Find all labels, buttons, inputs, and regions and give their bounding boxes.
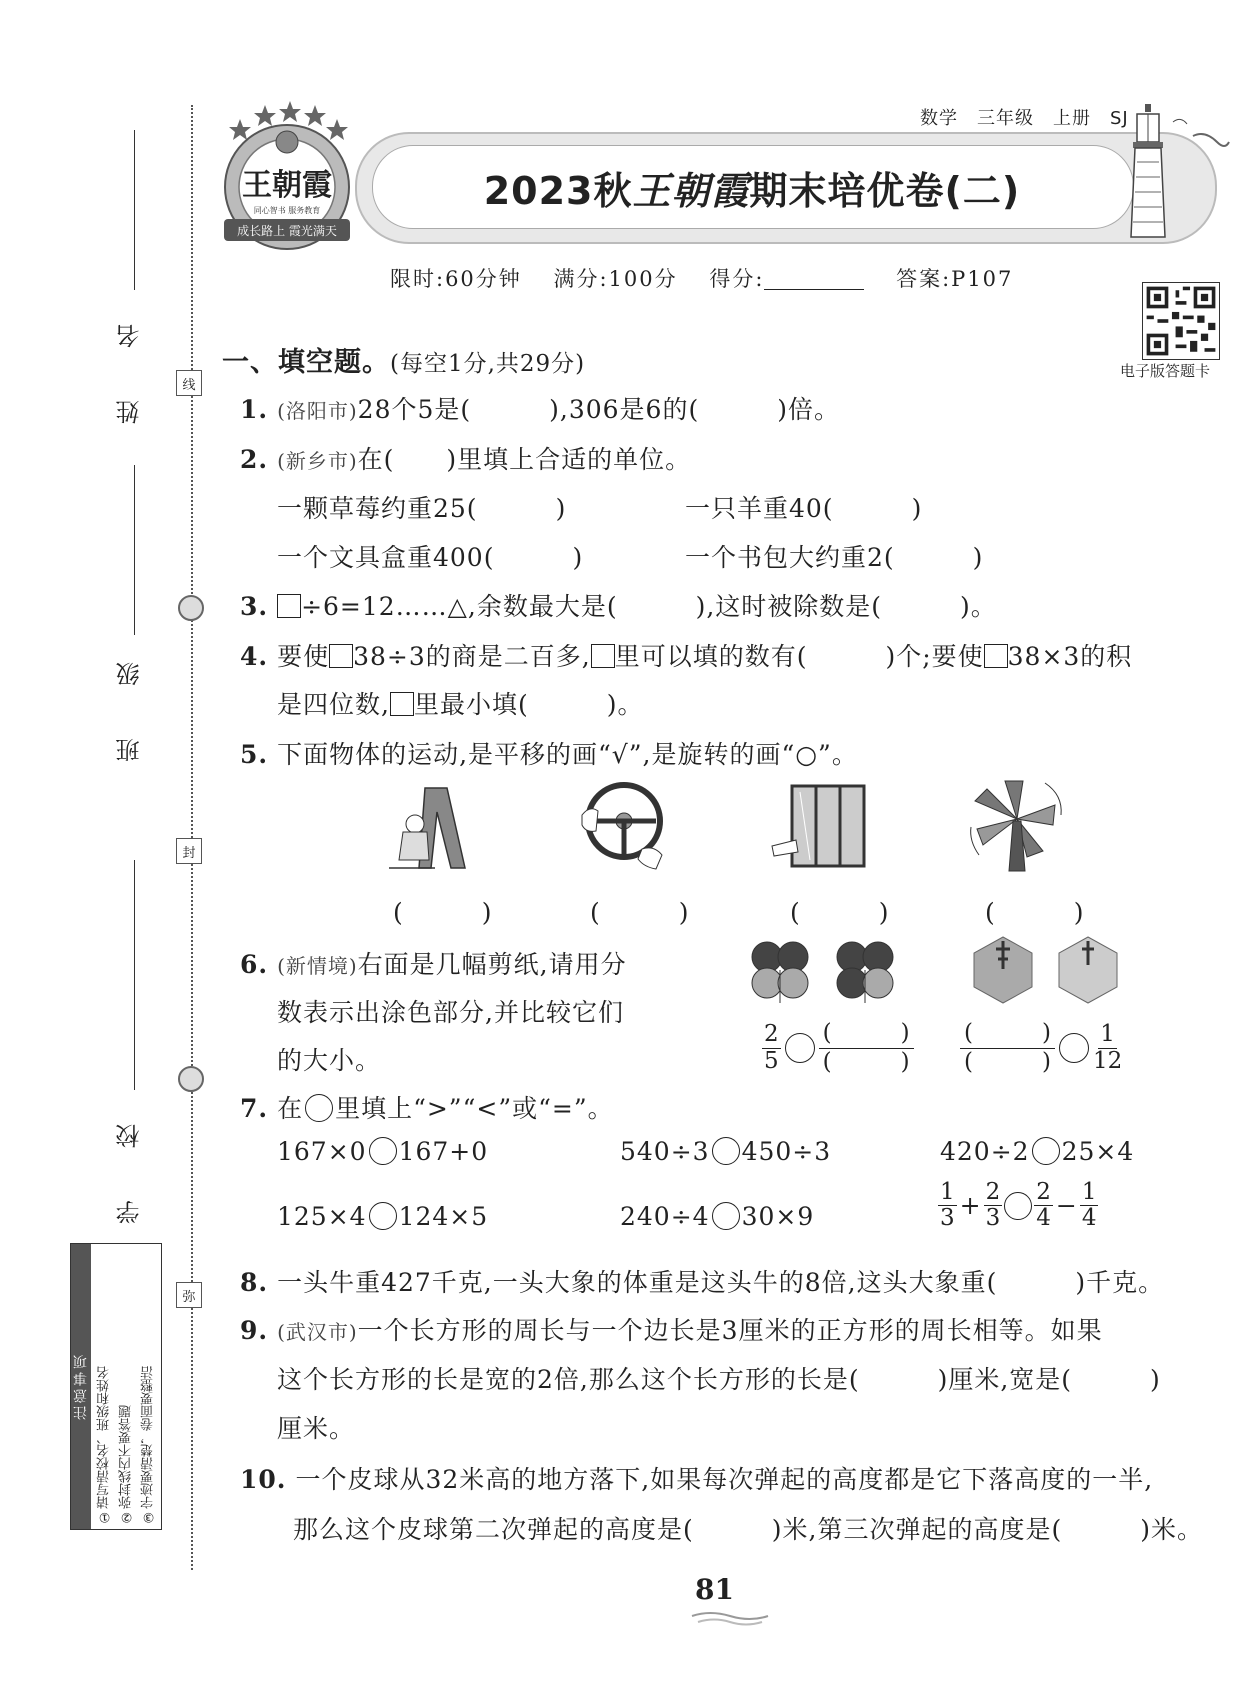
qr-code-icon[interactable] — [1142, 282, 1220, 360]
subject-line: 数学 三年级 上册 SJ — [920, 108, 1129, 129]
section-1-title — [222, 340, 585, 379]
full-score: 满分:100分 — [553, 267, 678, 291]
square-blank-icon — [984, 644, 1008, 668]
q7-6-op1: + — [959, 1191, 981, 1221]
q10-number: 10. — [240, 1465, 287, 1494]
seal-mi-mark: 弥 — [176, 1282, 202, 1308]
logo-portrait-icon — [276, 131, 298, 153]
q10-text-1: 一个皮球从32米高的地方落下,如果每次弹起的高度都是它下落高度的一半, — [295, 1465, 1154, 1494]
compare-circle-blank[interactable] — [1032, 1137, 1060, 1165]
q6-answer2-den[interactable]: ( ) — [964, 1048, 1051, 1075]
q7-item-4 — [277, 1202, 488, 1231]
seal-line-mark: 线 — [176, 370, 202, 396]
notice-head: 注意事项 — [71, 1244, 91, 1529]
q7-4-left: 125×4 — [277, 1202, 367, 1231]
notice-box — [70, 1243, 162, 1530]
question-8 — [240, 1263, 1164, 1299]
q5-blank-1[interactable]: ( ) — [393, 898, 493, 927]
score-field[interactable] — [764, 289, 864, 290]
q9-text-3: 厘米。 — [277, 1414, 356, 1443]
q6-answer-frac-1[interactable] — [819, 1020, 914, 1076]
q6-answer1-den[interactable]: ( ) — [822, 1048, 910, 1075]
q7-6-f2-num: 2 — [985, 1179, 1001, 1205]
q7-3-right: 25×4 — [1061, 1137, 1135, 1166]
q6-frac1-num: 2 — [764, 1021, 779, 1048]
q7-item-5 — [620, 1202, 814, 1231]
compare-circle-blank[interactable] — [369, 1202, 397, 1230]
square-blank-icon — [277, 594, 301, 618]
q4-text-3: 里可以填的数有( )个;要使 — [614, 642, 984, 671]
question-9 — [240, 1311, 1103, 1347]
q7-item-1 — [277, 1137, 488, 1166]
q4-number: 4. — [240, 642, 269, 671]
q1-source: (洛阳市) — [277, 399, 358, 423]
q6-number: 6. — [240, 950, 269, 979]
question-6 — [240, 945, 627, 981]
title-prefix: 2023秋 — [483, 169, 633, 213]
q7-text-b: 里填上“>”“<”或“=”。 — [335, 1094, 614, 1123]
q2-item-a: 一颗草莓约重25( ) — [277, 494, 567, 523]
page-number-wave-icon — [690, 1608, 770, 1626]
q2-number: 2. — [240, 445, 269, 474]
q9-text-2: 这个长方形的长是宽的2倍,那么这个长方形的长是( )厘米,宽是( ) — [277, 1365, 1161, 1394]
q7-6-f3-num: 2 — [1036, 1179, 1051, 1205]
class-label: 班 级 — [116, 648, 144, 762]
q6-answer-frac-2[interactable] — [960, 1020, 1055, 1076]
q5-blank-4[interactable]: ( ) — [985, 898, 1085, 927]
q5-number: 5. — [240, 740, 269, 769]
q7-5-right: 30×9 — [741, 1202, 815, 1231]
school-line[interactable] — [134, 860, 135, 1090]
q6-answer2-num[interactable]: ( ) — [960, 1020, 1055, 1049]
q7-item-3 — [940, 1137, 1134, 1166]
q9-source: (武汉市) — [277, 1320, 358, 1344]
q7-1-right: 167+0 — [398, 1137, 489, 1166]
section-1-score-note: (每空1分,共29分) — [390, 351, 586, 377]
title-suffix: 期末培优卷(二) — [749, 169, 1021, 213]
q7-2-right: 450÷3 — [741, 1137, 832, 1166]
q7-1-left: 167×0 — [277, 1137, 367, 1166]
q6-frac2-num: 1 — [1100, 1021, 1115, 1048]
question-1 — [240, 390, 840, 426]
q4-text-4: 38×3的积 — [1007, 642, 1133, 671]
q4-line-2 — [277, 685, 643, 721]
square-blank-icon — [390, 692, 414, 716]
q4-text-5: 是四位数, — [277, 690, 390, 719]
q7-6-f2-den: 3 — [985, 1205, 1001, 1232]
q4-text-2: 38÷3的商是二百多, — [353, 642, 591, 671]
q6-text-2: 数表示出涂色部分,并比较它们 — [277, 998, 624, 1027]
q4-text-6: 里最小填( )。 — [413, 690, 644, 719]
q7-6-f3-den: 4 — [1036, 1205, 1051, 1232]
papercut-snowflake-2 — [1053, 935, 1123, 1005]
question-7 — [240, 1089, 614, 1125]
score-label: 得分: — [709, 267, 765, 291]
lighthouse-icon — [1125, 102, 1235, 242]
q7-6-op2: − — [1055, 1191, 1077, 1221]
q6-text-3: 的大小。 — [277, 1046, 382, 1075]
question-2 — [240, 440, 691, 476]
q6-compare-1 — [762, 1020, 914, 1076]
compare-circle-blank[interactable] — [1004, 1192, 1032, 1220]
question-4 — [240, 637, 1132, 673]
q2-item-b: 一只羊重40( ) — [685, 494, 923, 523]
q1-text: 28个5是( ),306是6的( )倍。 — [357, 395, 840, 424]
name-line[interactable] — [134, 130, 135, 290]
question-10 — [240, 1460, 1153, 1496]
question-3 — [240, 587, 997, 623]
q7-item-2 — [620, 1137, 831, 1166]
q10-text-2: 那么这个皮球第二次弹起的高度是( )米,第三次弹起的高度是( )米。 — [293, 1515, 1203, 1544]
q8-number: 8. — [240, 1268, 269, 1297]
logo-text: 王朝霞 — [242, 168, 332, 203]
binding-clip-icon — [178, 595, 204, 621]
q7-4-right: 124×5 — [398, 1202, 489, 1231]
papercut-clover-1 — [745, 935, 815, 1005]
q7-text-a: 在 — [277, 1094, 304, 1123]
q6-text-1: 右面是几幅剪纸,请用分 — [357, 950, 627, 979]
notice-item-2: ②弥封线内不要答题 — [119, 1405, 134, 1524]
q9-number: 9. — [240, 1316, 269, 1345]
q7-item-6 — [938, 1180, 1098, 1232]
q6-compare-2 — [960, 1020, 1122, 1076]
sliding-window-picture — [770, 782, 870, 872]
q2-item-d: 一个书包大约重2( ) — [685, 543, 984, 572]
circle-icon — [305, 1094, 333, 1122]
q2-source: (新乡市) — [277, 449, 358, 473]
compare-circle-blank[interactable] — [712, 1202, 740, 1230]
slide-child-picture — [385, 782, 475, 872]
q6-frac1-den: 5 — [764, 1047, 779, 1074]
notice-item-3: ③字迹要清楚，卷面要整洁 — [141, 1366, 156, 1524]
page-title — [372, 160, 1132, 215]
q7-3-left: 420÷2 — [940, 1137, 1030, 1166]
papercut-snowflake-1 — [968, 935, 1038, 1005]
q7-6-f4-num: 1 — [1081, 1179, 1097, 1205]
school-label: 学 校 — [116, 1110, 144, 1224]
q5-blank-3[interactable]: ( ) — [790, 898, 890, 927]
q5-blank-2[interactable]: ( ) — [590, 898, 690, 927]
steering-wheel-picture — [572, 775, 672, 875]
name-label: 姓 名 — [116, 310, 144, 424]
meta-line — [390, 263, 1013, 293]
q2-item-c: 一个文具盒重400( ) — [277, 543, 584, 572]
time-limit: 限时:60分钟 — [390, 267, 522, 291]
q6-source: (新情境) — [277, 954, 358, 978]
q9-text-1: 一个长方形的周长与一个边长是3厘米的正方形的周长相等。如果 — [357, 1316, 1103, 1345]
papercut-clover-2 — [830, 935, 900, 1005]
binding-clip-icon — [178, 1066, 204, 1092]
page-number: 81 — [695, 1573, 734, 1606]
q7-2-left: 540÷3 — [620, 1137, 710, 1166]
compare-circle-blank[interactable] — [369, 1137, 397, 1165]
logo-slogan: 同心智书 服务教育 — [253, 206, 321, 215]
class-line[interactable] — [134, 465, 135, 635]
q5-text: 下面物体的运动,是平移的画“√”,是旋转的画“○”。 — [277, 740, 858, 769]
square-blank-icon — [329, 644, 353, 668]
logo-motto: 成长路上 霞光满天 — [237, 224, 337, 238]
seal-seal-mark: 封 — [176, 838, 202, 864]
q7-6-f4-den: 4 — [1081, 1205, 1097, 1232]
qr-caption: 电子版答题卡 — [1120, 362, 1211, 380]
title-brand: 王朝霞 — [632, 168, 750, 213]
q7-number: 7. — [240, 1094, 269, 1123]
q3-text: ÷6=12……△,余数最大是( ),这时被除数是( )。 — [301, 592, 997, 621]
compare-circle-blank[interactable] — [785, 1033, 815, 1063]
brand-logo — [212, 95, 362, 265]
q6-answer1-num[interactable]: ( ) — [819, 1020, 914, 1049]
section-1-heading: 一、填空题。 — [222, 347, 390, 378]
windmill-picture — [965, 775, 1075, 875]
q4-text-1: 要使 — [277, 642, 330, 671]
notice-item-1: ①请写清校名、班级和姓名 — [97, 1366, 112, 1524]
q7-6-f1-num: 1 — [940, 1179, 955, 1205]
compare-circle-blank[interactable] — [712, 1137, 740, 1165]
q2-text: 在( )里填上合适的单位。 — [357, 445, 692, 474]
compare-circle-blank[interactable] — [1059, 1033, 1089, 1063]
q3-number: 3. — [240, 592, 269, 621]
q1-number: 1. — [240, 395, 269, 424]
square-blank-icon — [591, 644, 615, 668]
q6-frac2-den: 12 — [1092, 1047, 1123, 1074]
q7-6-f1-den: 3 — [940, 1205, 955, 1232]
q7-5-left: 240÷4 — [620, 1202, 710, 1231]
answer-ref: 答案:P107 — [896, 267, 1014, 291]
q8-text: 一头牛重427千克,一头大象的体重是这头牛的8倍,这头大象重( )千克。 — [277, 1268, 1165, 1297]
question-5 — [240, 735, 858, 771]
